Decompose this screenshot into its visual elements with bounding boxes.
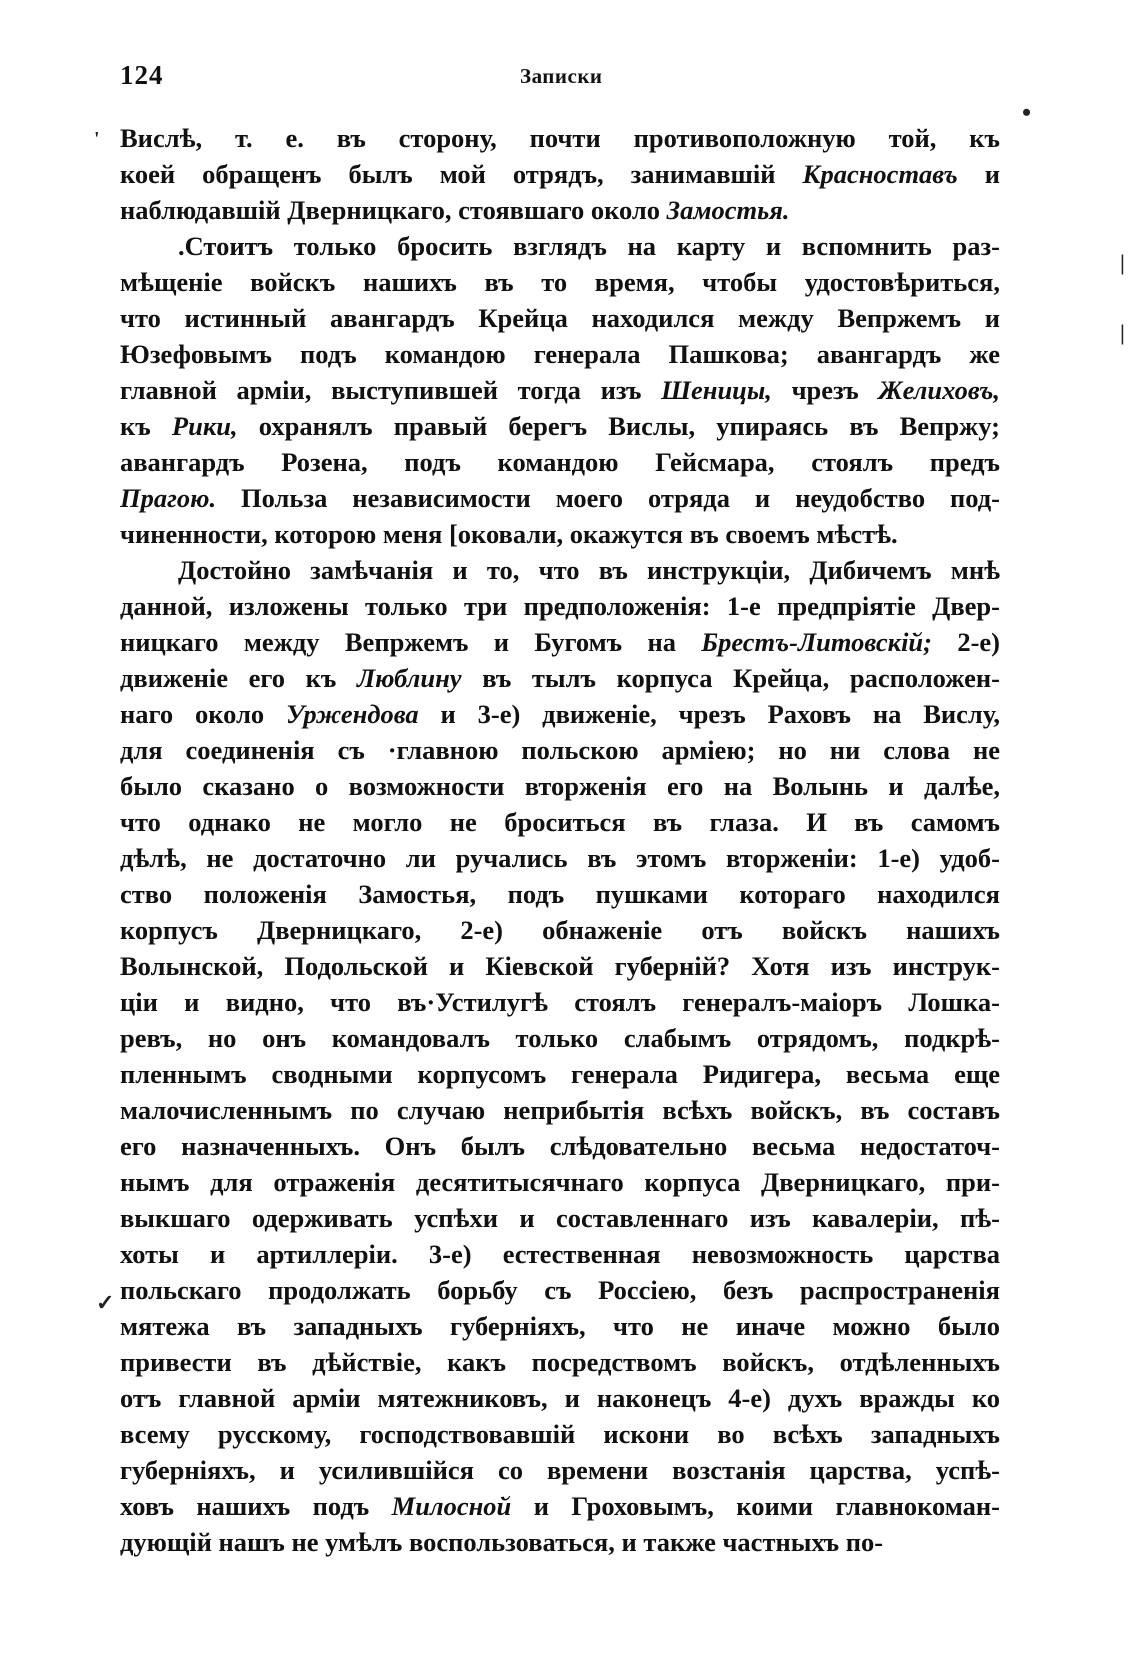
- text-line: [120, 1200, 1000, 1236]
- text-run: было сказано о возможности вторженія его на Волынь и далѣе,: [120, 771, 1000, 801]
- italic-place-name: Шеницы,: [661, 375, 772, 405]
- page-header: [120, 60, 1000, 96]
- text-line: [120, 1128, 1000, 1164]
- text-run: что однако не могло не броситься въ глаза. И въ самомъ: [120, 807, 1000, 837]
- text-run: ревъ, но онъ командовалъ только слабымъ отрядомъ, подкрѣ-: [120, 1023, 1000, 1053]
- text-line: [120, 1524, 1000, 1560]
- italic-place-name: Рики,: [171, 411, 238, 441]
- text-run: Польза независимости моего отряда и неудобство под-: [216, 483, 1000, 513]
- text-line: [120, 768, 1000, 804]
- text-run: дующій нашъ не умѣлъ воспользоваться, и также частныхъ по-: [120, 1527, 884, 1557]
- text-run: ціи и видно, что въ·Устилугѣ стоялъ генералъ-маіоръ Лошка-: [120, 987, 1000, 1017]
- text-run: .Стоитъ только бросить взглядъ на карту и вспомнить раз-: [178, 231, 1000, 261]
- text-run: къ: [120, 411, 172, 441]
- text-line: [120, 696, 1000, 732]
- text-run: въ тылъ корпуса Крейца, расположен-: [461, 663, 1000, 693]
- text-run: чрезъ: [771, 375, 879, 405]
- text-run: и Гроховымъ, коими главнокоман-: [511, 1491, 1000, 1521]
- text-run: движеніе его къ: [120, 663, 357, 693]
- text-line: [120, 840, 1000, 876]
- text-line: [120, 1236, 1000, 1272]
- italic-place-name: Уржендова: [286, 699, 419, 729]
- text-run: данной, изложены только три предположенія: 1-е предпріятіе Двер-: [120, 591, 1000, 621]
- text-line: [120, 192, 1000, 228]
- text-line: [120, 1092, 1000, 1128]
- text-run: хоты и артиллеріи. 3-е) естественная невозможность царства: [120, 1239, 1000, 1269]
- text-line: [120, 1308, 1000, 1344]
- italic-place-name: Брестъ-Литовскій;: [701, 627, 932, 657]
- text-run: и: [957, 159, 1000, 189]
- page-number: 124: [120, 60, 164, 90]
- running-title: Записки: [520, 64, 603, 88]
- text-run: губерніяхъ, и усилившійся со времени возстанія царства, успѣ-: [120, 1455, 1000, 1485]
- text-line: [120, 1452, 1000, 1488]
- text-line: [120, 876, 1000, 912]
- text-run: его назначенныхъ. Онъ былъ слѣдовательно весьма недостаточ-: [120, 1131, 1000, 1161]
- text-line: [120, 1272, 1000, 1308]
- text-line: [120, 228, 1000, 264]
- text-run: что истинный авангардъ Крейца находился между Вепржемъ и: [120, 303, 1000, 333]
- text-line: [120, 120, 1000, 156]
- text-run: коей обращенъ былъ мой отрядъ, занимавшій: [120, 159, 803, 189]
- text-run: дѣлѣ, не достаточно ли ручались въ этомъ вторженіи: 1-е) удоб-: [120, 843, 1000, 873]
- body-text: [120, 120, 1000, 1560]
- italic-place-name: Милосной: [391, 1491, 512, 1521]
- text-line: [120, 1344, 1000, 1380]
- text-line: [120, 1020, 1000, 1056]
- text-line: [120, 912, 1000, 948]
- text-line: [120, 408, 1000, 444]
- margin-bar-mark: |: [1120, 250, 1125, 275]
- text-run: Юзефовымъ подъ командою генерала Пашкова; авангардъ же: [120, 339, 1000, 369]
- text-run: привести въ дѣйствіе, какъ посредствомъ войскъ, отдѣленныхъ: [120, 1347, 1000, 1377]
- text-run: польскаго продолжать борьбу съ Россіею, безъ распространенія: [120, 1275, 1000, 1305]
- italic-place-name: Желиховъ,: [878, 375, 1000, 405]
- text-line: [120, 804, 1000, 840]
- text-line: [120, 660, 1000, 696]
- text-line: [120, 1416, 1000, 1452]
- text-run: охранялъ правый берегъ Вислы, упираясь въ Вепржу;: [237, 411, 1000, 441]
- text-run: ство положенія Замостья, подъ пушками котораго находился: [120, 879, 1000, 909]
- text-run: ницкаго между Вепржемъ и Бугомъ на: [120, 627, 702, 657]
- ink-blot-mark: •: [1022, 98, 1032, 127]
- text-line: [120, 156, 1000, 192]
- italic-place-name: Замостья.: [666, 195, 790, 225]
- text-run: корпусъ Дверницкаго, 2-е) обнаженіе отъ войскъ нашихъ: [120, 915, 1000, 945]
- text-line: [120, 264, 1000, 300]
- italic-place-name: Красноставъ: [802, 159, 958, 189]
- text-run: для соединенія съ ·главною польскою арміею; но ни слова не: [120, 735, 1000, 765]
- margin-bar-mark: |: [1120, 320, 1125, 345]
- text-run: авангардъ Розена, подъ командою Гейсмара, стоялъ предъ: [120, 447, 1000, 477]
- text-line: [120, 1164, 1000, 1200]
- text-line: [120, 552, 1000, 588]
- text-run: мятежа въ западныхъ губерніяхъ, что не иначе можно было: [120, 1311, 1000, 1341]
- text-line: [120, 984, 1000, 1020]
- italic-place-name: Люблину: [357, 663, 462, 693]
- text-line: [120, 336, 1000, 372]
- text-run: наго около: [120, 699, 287, 729]
- text-line: [120, 732, 1000, 768]
- text-run: наблюдавшій Дверницкаго, стоявшаго около: [120, 195, 667, 225]
- text-run: малочисленнымъ по случаю неприбытія всѣхъ войскъ, въ составъ: [120, 1095, 1000, 1125]
- margin-check-mark: ✓: [96, 1290, 115, 1315]
- text-line: [120, 300, 1000, 336]
- text-line: [120, 372, 1000, 408]
- text-run: всему русскому, господствовавшій искони во всѣхъ западныхъ: [120, 1419, 1000, 1449]
- text-line: [120, 1488, 1000, 1524]
- text-line: [120, 480, 1000, 516]
- text-line: [120, 1056, 1000, 1092]
- text-run: Вислѣ, т. е. въ сторону, почти противоположную той, къ: [120, 123, 1000, 153]
- text-run: нымъ для отраженія десятитысячнаго корпуса Дверницкаго, при-: [120, 1167, 1000, 1197]
- text-line: [120, 624, 1000, 660]
- text-line: [120, 516, 1000, 552]
- text-line: [120, 444, 1000, 480]
- text-run: чиненности, которою меня [оковали, окажутся въ своемъ мѣстѣ.: [120, 519, 898, 549]
- text-run: ховъ нашихъ подъ: [120, 1491, 392, 1521]
- margin-tick-mark: ': [94, 128, 100, 150]
- text-run: 2-е): [932, 627, 1000, 657]
- text-run: мѣщеніе войскъ нашихъ въ то время, чтобы удостовѣриться,: [120, 267, 1000, 297]
- text-line: [120, 588, 1000, 624]
- text-run: пленнымъ сводными корпусомъ генерала Ридигера, весьма еще: [120, 1059, 1000, 1089]
- text-run: и 3-е) движеніе, чрезъ Раховъ на Вислу,: [418, 699, 1000, 729]
- text-run: главной арміи, выступившей тогда изъ: [120, 375, 662, 405]
- italic-place-name: Прагою.: [120, 483, 217, 513]
- text-run: отъ главной арміи мятежниковъ, и наконецъ 4-е) духъ вражды ко: [120, 1383, 1000, 1413]
- text-run: Волынской, Подольской и Кіевской губерній? Хотя изъ инструк-: [120, 951, 1000, 981]
- text-line: [120, 1380, 1000, 1416]
- text-line: [120, 948, 1000, 984]
- text-run: Достойно замѣчанія и то, что въ инструкціи, Дибичемъ мнѣ: [178, 555, 1000, 585]
- text-run: выкшаго одерживать успѣхи и составленнаго изъ кавалеріи, пѣ-: [120, 1203, 1000, 1233]
